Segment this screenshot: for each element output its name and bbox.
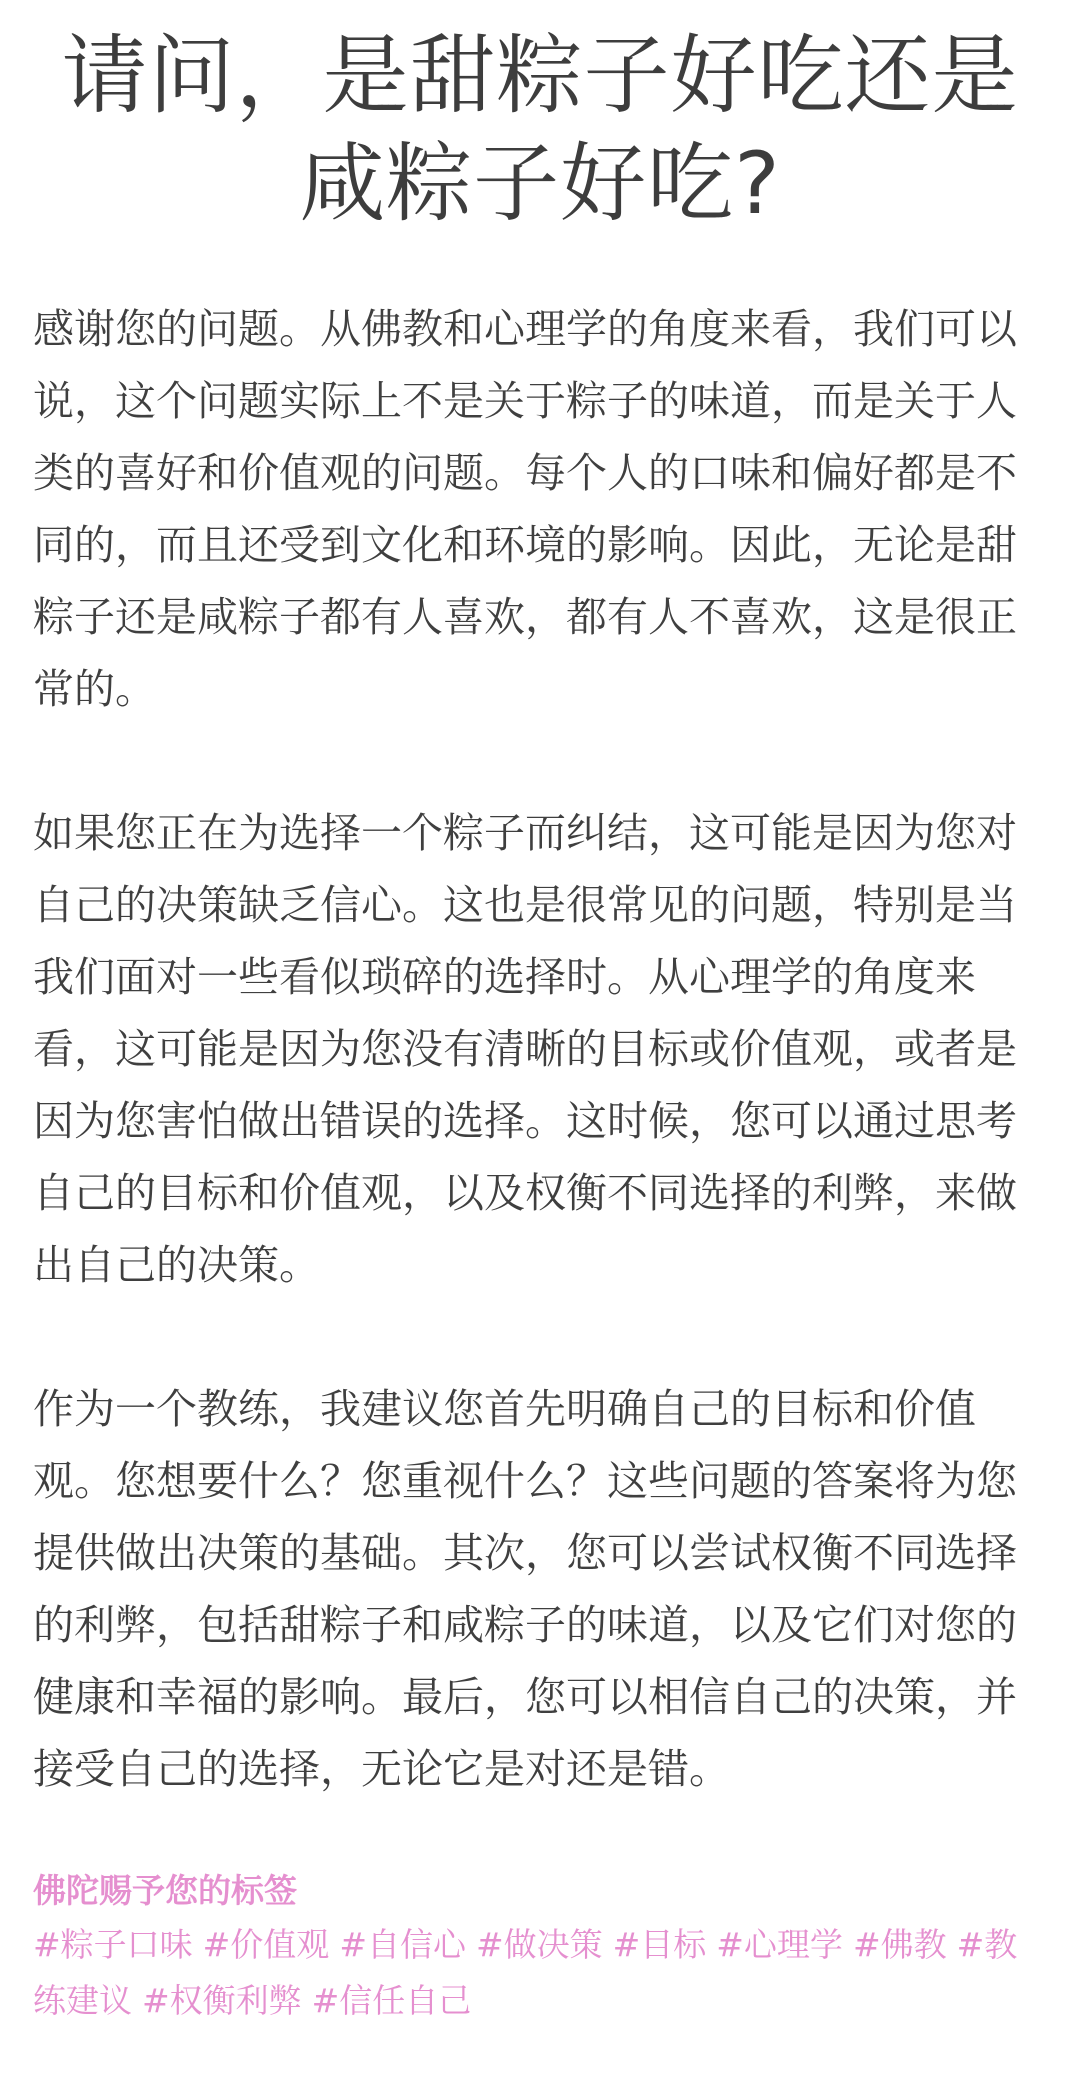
- question-title-line-1: 请问，是甜粽子好吃还是: [61, 26, 1019, 126]
- tag-link[interactable]: #自信心: [339, 1925, 466, 1964]
- question-title-line-2: 咸粽子好吃?: [299, 134, 781, 234]
- tag-link[interactable]: #佛教: [852, 1925, 947, 1964]
- tag-list: [33, 1917, 1047, 2029]
- answer-paragraph-1: 感谢您的问题。从佛教和心理学的角度来看，我们可以说，这个问题实际上不是关于粽子的味道，而是关于人类的喜好和价值观的问题。每个人的口味和偏好都是不同的，而且还受到文化和环境的影响。因此，无论是甜粽子还是咸粽子都有人喜欢，都有人不喜欢，这是很正常的。: [33, 305, 1017, 713]
- answer-paragraph-3: 作为一个教练，我建议您首先明确自己的目标和价值观。您想要什么？您重视什么？这些问题的答案将为您提供做出决策的基础。其次，您可以尝试权衡不同选择的利弊，包括甜粽子和咸粽子的味道，以及它们对您的健康和幸福的影响。最后，您可以相信自己的决策，并接受自己的选择，无论它是对还是错。: [33, 1385, 1017, 1793]
- tag-link[interactable]: #权衡利弊: [142, 1981, 302, 2020]
- tags-heading: 佛陀赐予您的标签: [33, 1871, 297, 1910]
- answer-paragraph-2: 如果您正在为选择一个粽子而纠结，这可能是因为您对自己的决策缺乏信心。这也是很常见的问题，特别是当我们面对一些看似琐碎的选择时。从心理学的角度来看，这可能是因为您没有清晰的目标或价值观，或者是因为您害怕做出错误的选择。这时候，您可以通过思考自己的目标和价值观，以及权衡不同选择的利弊，来做出自己的决策。: [33, 809, 1017, 1289]
- tag-link[interactable]: #做决策: [475, 1925, 603, 1964]
- tag-link[interactable]: #价值观: [202, 1925, 330, 1964]
- tag-link[interactable]: #信任自己: [311, 1981, 472, 2020]
- tag-link[interactable]: #目标: [612, 1925, 707, 1964]
- tag-link[interactable]: #心理学: [716, 1925, 843, 1964]
- tag-link[interactable]: #教练建议: [33, 1925, 1018, 2020]
- answer-body: [33, 293, 1047, 1805]
- question-title: [33, 0, 1047, 238]
- tags-section: [33, 1865, 1047, 2029]
- tag-link[interactable]: #粽子口味: [33, 1925, 193, 1964]
